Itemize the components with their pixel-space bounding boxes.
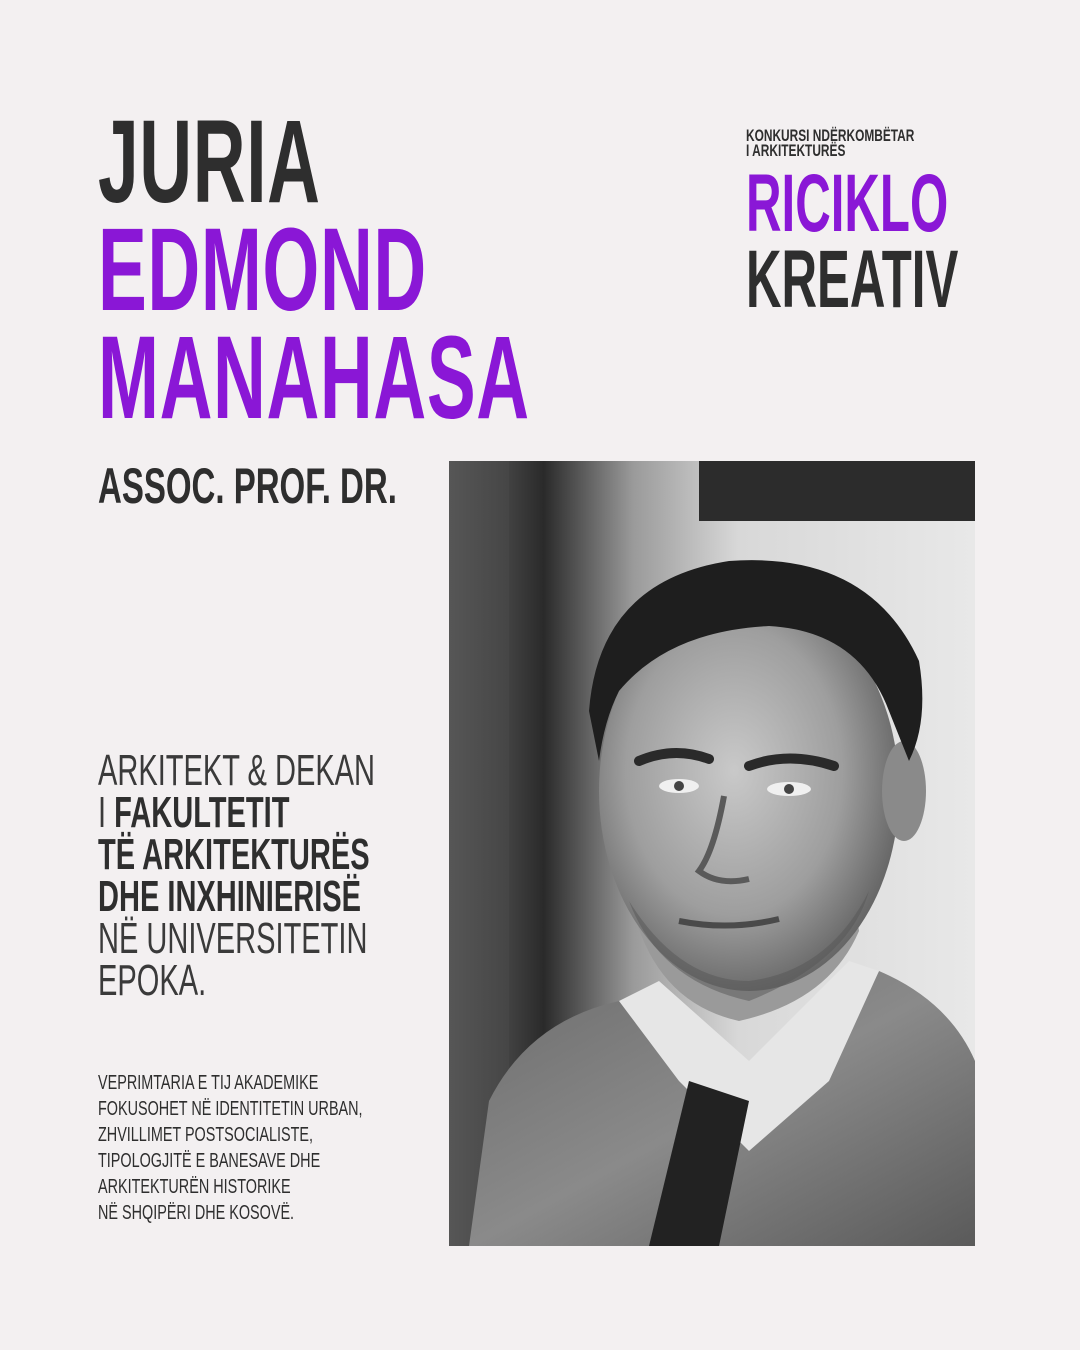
event-subtitle-line1: KONKURSI NDËRKOMBËTAR — [746, 126, 915, 145]
description-line: NË SHQIPËRI DHE KOSOVË. — [98, 1202, 295, 1224]
description-line: ARKITEKTURËN HISTORIKE — [98, 1176, 291, 1198]
role-line-1: ARKITEKT & DEKAN — [98, 746, 376, 795]
research-description — [98, 1070, 465, 1226]
description-line: TIPOLOGJITË E BANESAVE DHE — [98, 1150, 321, 1172]
role-line-5: NË UNIVERSITETIN — [98, 914, 368, 963]
event-subtitle-line2: I ARKITEKTURËS — [746, 141, 846, 160]
role-line-2-prefix: I — [98, 788, 115, 837]
portrait-illustration — [449, 461, 975, 1246]
description-line: FOKUSOHET NË IDENTITETIN URBAN, — [98, 1098, 363, 1120]
role-line-4: DHE INXHINIERISË — [98, 872, 362, 921]
role-line-3: TË ARKITEKTURËS — [98, 830, 370, 879]
portrait-photo — [449, 461, 975, 1246]
role-line-6: EPOKA. — [98, 956, 207, 1005]
description-line: VEPRIMTARIA E TIJ AKADEMIKE — [98, 1072, 319, 1094]
title-line-last-name: MANAHASA — [98, 312, 530, 444]
jury-title — [98, 96, 794, 444]
event-logo — [746, 126, 1080, 325]
title-line-first-name: EDMOND — [98, 204, 427, 336]
event-name-riciklo: RICIKLO — [746, 158, 949, 249]
title-line-juria: JURIA — [98, 96, 321, 228]
academic-credential: ASSOC. PROF. DR. — [98, 458, 397, 514]
event-name-kreativ: KREATIV — [746, 234, 959, 325]
description-line: ZHVILLIMET POSTSOCIALISTE, — [98, 1124, 313, 1146]
role-line-2-bold: FAKULTETIT — [114, 788, 290, 837]
